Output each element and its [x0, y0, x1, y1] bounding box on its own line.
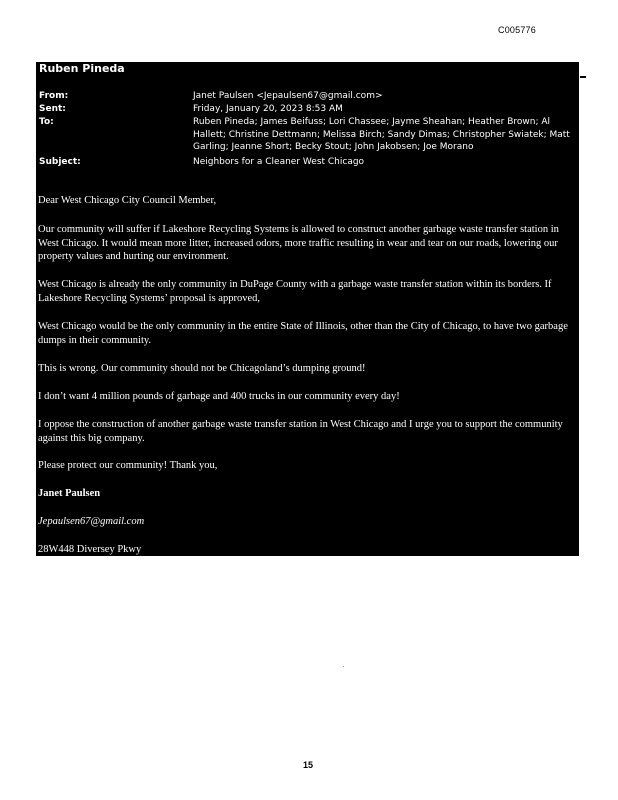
body-paragraph: I oppose the construction of another garbage waste transfer station in West Chicago and I urge you to support the community against this big company. — [38, 419, 563, 444]
to-label: To: — [39, 117, 54, 127]
body-paragraph: I don’t want 4 million pounds of garbage and 400 trucks in our community every day! — [38, 391, 400, 402]
page-number: 15 — [303, 760, 314, 770]
sender-name: Ruben Pineda — [39, 62, 125, 75]
to-value: Ruben Pineda; James Beifuss; Lori Chassee; Jayme Sheahan; Heather Brown; Al Hallett; Christine Dettmann; Melissa Birch; Sandy Dimas; Christopher Swiatek; Matt Garling; Jeanne Short; Becky Stout; John Jakobsen; Joe Morano — [193, 117, 570, 152]
sent-value: Friday, January 20, 2023 8:53 AM — [193, 104, 343, 114]
body-paragraph: Our community will suffer if Lakeshore Recycling Systems is allowed to construct another garbage waste transfer station in West Chicago. It would mean more litter, increased odors, more traffic resulting in wear and tear on our roads, lowering our property values and hurting our environment. — [38, 224, 559, 262]
edge-mark — [580, 76, 586, 78]
subject-value: Neighbors for a Cleaner West Chicago — [193, 157, 365, 167]
body-paragraph: West Chicago is already the only community in DuPage County with a garbage waste transfer station within its borders. If Lakeshore Recycling Systems’ proposal is approved, — [38, 279, 552, 304]
sent-label: Sent: — [39, 104, 66, 114]
closing: Please protect our community! Thank you, — [38, 460, 218, 471]
email-printout — [36, 62, 579, 556]
greeting: Dear West Chicago City Council Member, — [38, 195, 217, 206]
signature-name: Janet Paulsen — [38, 488, 101, 499]
body-paragraph: West Chicago would be the only community in the entire State of Illinois, other than the City of Chicago, to have two garbage dumps in their community. — [38, 321, 568, 346]
signature-email: Jepaulsen67@gmail.com — [38, 516, 145, 527]
subject-label: Subject: — [39, 157, 81, 167]
bates-number: C005776 — [498, 25, 536, 35]
from-value: Janet Paulsen <Jepaulsen67@gmail.com> — [193, 91, 383, 101]
signature-address: 28W448 Diversey Pkwy — [38, 544, 142, 555]
body-paragraph: This is wrong. Our community should not be Chicagoland’s dumping ground! — [38, 363, 366, 374]
from-label: From: — [39, 91, 69, 101]
scan-speck — [343, 666, 344, 667]
